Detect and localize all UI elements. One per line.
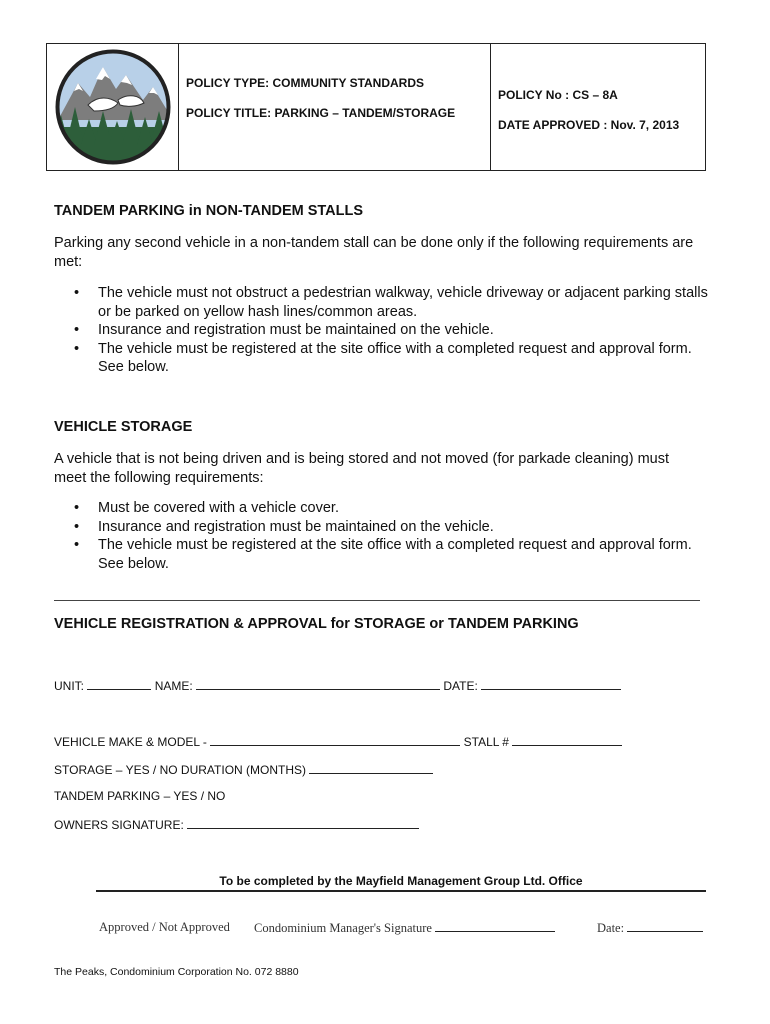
storage-intro: A vehicle that is not being driven and is being stored and not moved (for parkade cleaning) must meet the following requirements: xyxy=(54,451,670,486)
name-field[interactable] xyxy=(196,678,440,690)
list-item: • The vehicle must be registered at the site office with a completed request and approval form. See below. xyxy=(74,537,692,572)
unit-label: UNIT: xyxy=(54,679,84,693)
unit-field[interactable] xyxy=(87,678,151,690)
stall-field[interactable] xyxy=(512,734,622,746)
bullet-icon: • xyxy=(74,285,80,301)
office-date-field[interactable] xyxy=(627,920,703,932)
manager-signature-row xyxy=(254,920,555,936)
manager-signature-label: Condominium Manager's Signature xyxy=(254,921,432,935)
policy-title-cell xyxy=(179,44,491,170)
storage-requirements-list xyxy=(74,499,714,573)
office-divider xyxy=(96,890,706,892)
bullet-icon: • xyxy=(74,322,80,338)
vehicle-make-field[interactable] xyxy=(210,734,460,746)
registration-heading: VEHICLE REGISTRATION & APPROVAL for STORAGE or TANDEM PARKING xyxy=(54,616,579,632)
office-heading: To be completed by the Mayfield Management Group Ltd. Office xyxy=(219,874,583,888)
policy-header-table xyxy=(46,43,706,171)
date-approved: DATE APPROVED : Nov. 7, 2013 xyxy=(498,118,680,132)
section-divider xyxy=(54,600,700,601)
signature-field[interactable] xyxy=(187,817,419,829)
logo-cell xyxy=(47,44,179,170)
policy-number: POLICY No : CS – 8A xyxy=(498,88,618,102)
list-item: • Must be covered with a vehicle cover. xyxy=(74,500,339,516)
bullet-icon: • xyxy=(74,500,80,516)
tandem-heading: TANDEM PARKING in NON-TANDEM STALLS xyxy=(54,203,364,219)
office-date-row xyxy=(597,920,703,936)
bullet-icon: • xyxy=(74,537,80,553)
footer-text: The Peaks, Condominium Corporation No. 072 8880 xyxy=(54,966,299,978)
list-item: • Insurance and registration must be maintained on the vehicle. xyxy=(74,518,494,535)
bullet-icon: • xyxy=(74,518,80,535)
policy-meta-cell xyxy=(491,44,705,170)
duration-field[interactable] xyxy=(309,762,433,774)
signature-label: OWNERS SIGNATURE: xyxy=(54,818,184,832)
list-item: • The vehicle must not obstruct a pedestrian walkway, vehicle driveway or adjacent parking stalls or be parked on yellow hash lines/common areas. xyxy=(74,285,708,320)
tandem-requirements-list xyxy=(74,284,714,377)
policy-title: POLICY TITLE: PARKING – TANDEM/STORAGE xyxy=(186,106,456,120)
list-item: • Insurance and registration must be maintained on the vehicle. xyxy=(74,322,494,338)
vehicle-make-label: VEHICLE MAKE & MODEL - xyxy=(54,735,207,749)
signature-row xyxy=(54,817,419,832)
name-label: NAME: xyxy=(154,679,193,693)
date-field[interactable] xyxy=(481,678,621,690)
date-label: DATE: xyxy=(443,679,478,693)
bullet-icon: • xyxy=(74,340,80,357)
tandem-parking-label[interactable]: TANDEM PARKING – YES / NO xyxy=(54,789,226,803)
storage-label: STORAGE – YES / NO DURATION (MONTHS) xyxy=(54,763,307,777)
list-item: • The vehicle must be registered at the site office with a completed request and approval form. See below. xyxy=(74,340,692,375)
policy-type: POLICY TYPE: COMMUNITY STANDARDS xyxy=(186,76,425,90)
storage-row xyxy=(54,762,433,777)
vehicle-stall-row xyxy=(54,734,622,749)
office-date-label: Date: xyxy=(597,921,625,935)
unit-name-date-row xyxy=(54,678,621,693)
peaks-logo xyxy=(48,45,178,171)
stall-label: STALL # xyxy=(463,735,509,749)
manager-signature-field[interactable] xyxy=(435,920,555,932)
storage-heading: VEHICLE STORAGE xyxy=(54,419,193,435)
approval-status[interactable]: Approved / Not Approved xyxy=(99,920,230,934)
tandem-intro: Parking any second vehicle in a non-tandem stall can be done only if the following requirements are met: xyxy=(54,235,694,270)
